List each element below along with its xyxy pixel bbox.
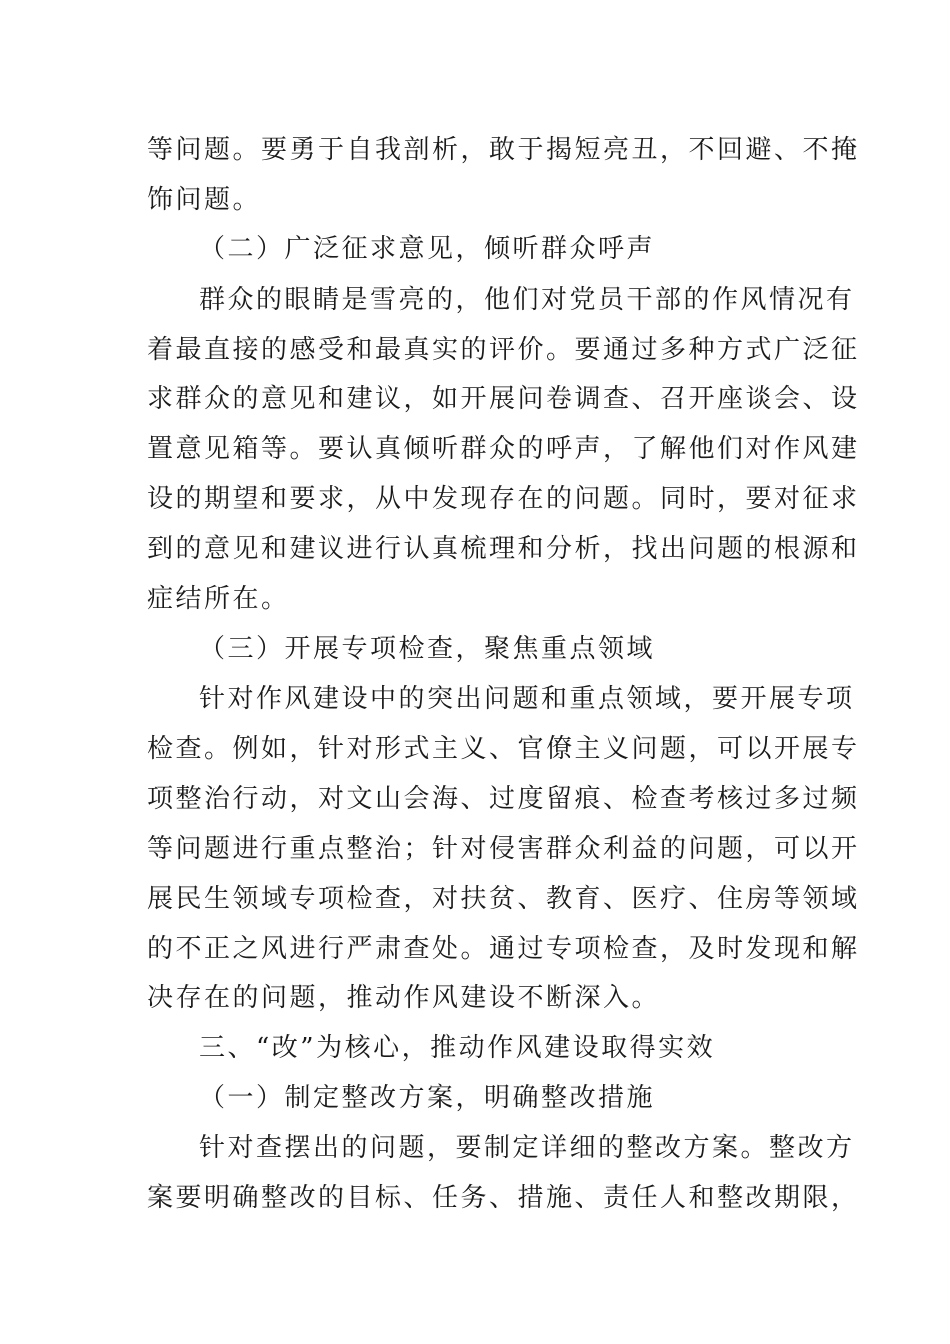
body-text-line: 展民生领域专项检查，对扶贫、教育、医疗、住房等领域 [147, 884, 860, 914]
body-text-line: 饰问题。 [147, 185, 262, 215]
body-text-line: 检查。例如，针对形式主义、官僚主义问题，可以开展专 [147, 734, 860, 764]
section-heading: （三）开展专项检查，聚焦重点领域 [199, 634, 656, 664]
body-text-line: 案要明确整改的目标、任务、措施、责任人和整改期限， [147, 1183, 860, 1213]
chapter-heading: 三、“改”为核心，推动作风建设取得实效 [199, 1033, 716, 1063]
section-heading: （一）制定整改方案，明确整改措施 [199, 1083, 656, 1113]
paragraph-first-line: 针对作风建设中的突出问题和重点领域，要开展专项 [199, 684, 855, 714]
body-text-line: 等问题进行重点整治；针对侵害群众利益的问题，可以开 [147, 834, 860, 864]
body-text-line: 的不正之风进行严肃查处。通过专项检查，及时发现和解 [147, 934, 860, 964]
body-text-line: 着最直接的感受和最真实的评价。要通过多种方式广泛征 [147, 335, 860, 365]
body-text-line: 项整治行动，对文山会海、过度留痕、检查考核过多过频 [147, 784, 860, 814]
body-text-line: 症结所在。 [147, 584, 290, 614]
body-text-line: 置意见箱等。要认真倾听群众的呼声，了解他们对作风建 [147, 434, 860, 464]
body-text-line: 到的意见和建议进行认真梳理和分析，找出问题的根源和 [147, 534, 860, 564]
body-text-line: 决存在的问题，推动作风建设不断深入。 [147, 983, 661, 1013]
section-heading: （二）广泛征求意见，倾听群众呼声 [199, 234, 656, 264]
paragraph-first-line: 群众的眼睛是雪亮的，他们对党员干部的作风情况有 [199, 285, 855, 315]
body-text-line: 设的期望和要求，从中发现存在的问题。同时，要对征求 [147, 484, 860, 514]
paragraph-first-line: 针对查摆出的问题，要制定详细的整改方案。整改方 [199, 1133, 855, 1163]
body-text-line: 求群众的意见和建议，如开展问卷调查、召开座谈会、设 [147, 384, 860, 414]
body-text-line: 等问题。要勇于自我剖析，敢于揭短亮丑，不回避、不掩 [147, 135, 860, 165]
